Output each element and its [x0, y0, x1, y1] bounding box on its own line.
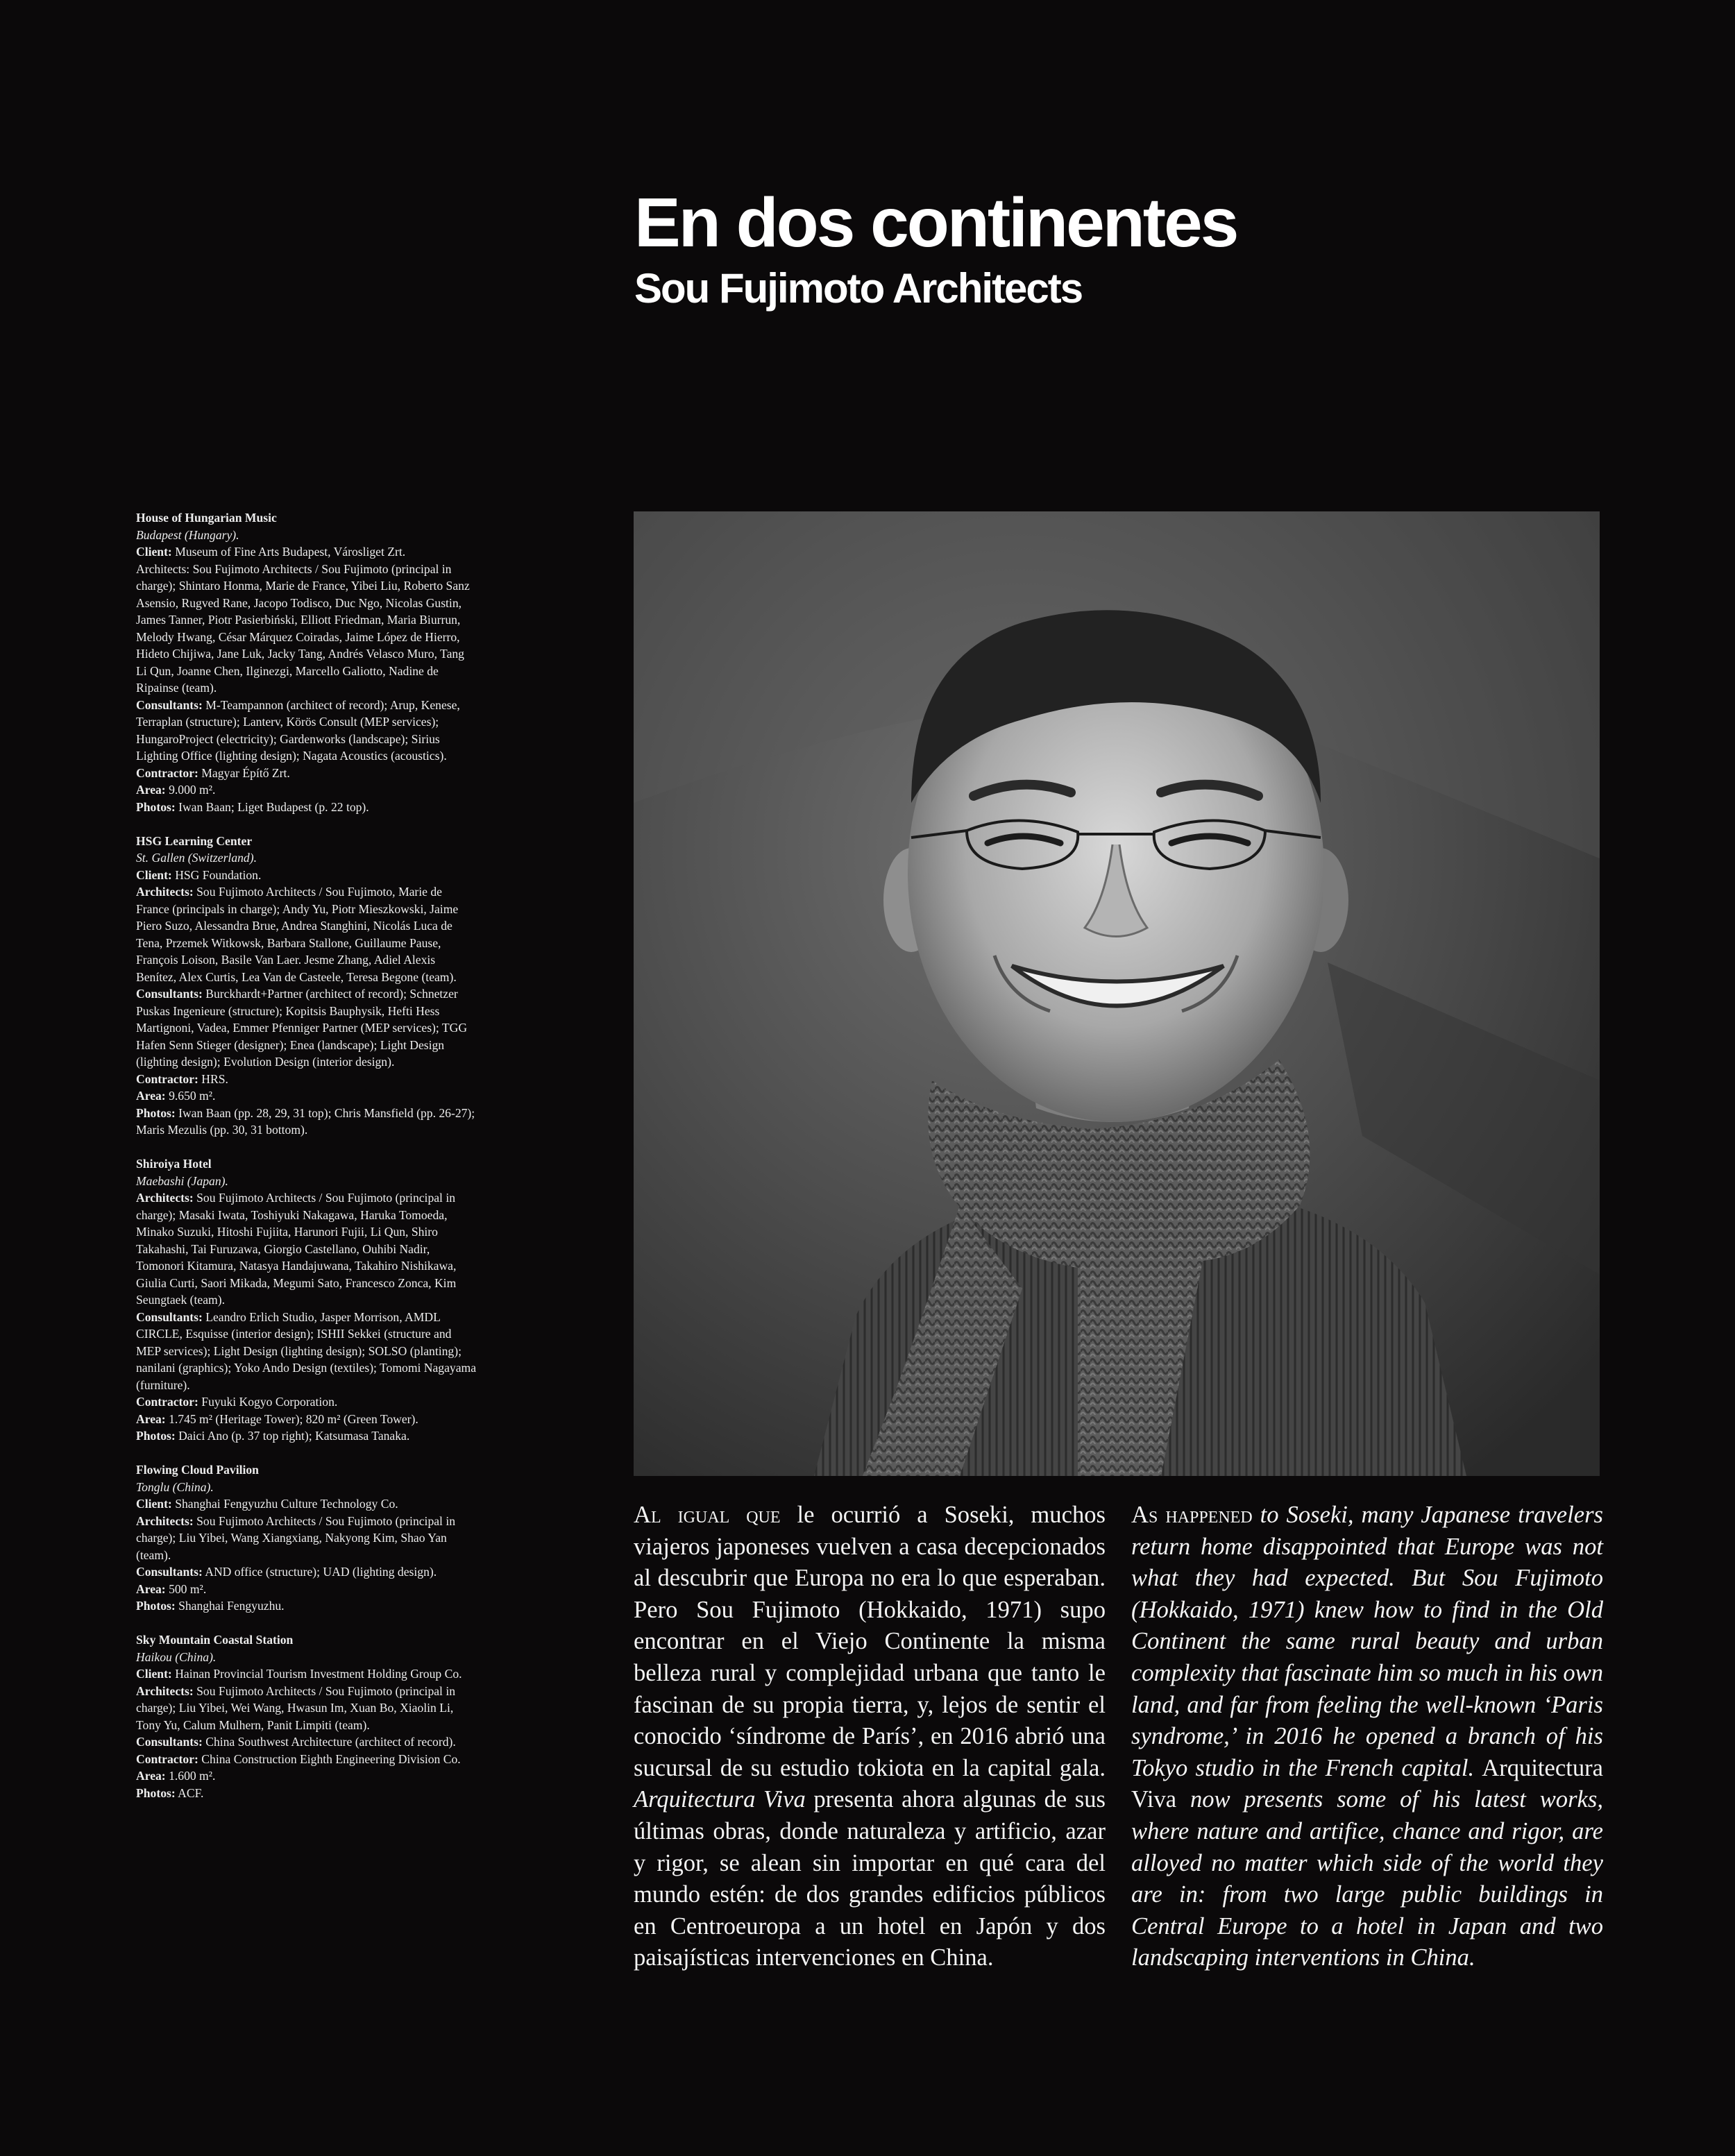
- body-en-part-2: now presents some of his latest works, where nature and artifice, chance and rigor, are alloyed no matter which side of the world they are in: from two large public buildings in Central Europe to a hotel in Japan and two landscaping interventions in China.: [1131, 1786, 1603, 1971]
- body-en-part-1: to Soseki, many Japanese travelers return home disappointed that Europe was not what they had expected. But Sou Fujimoto (Hokkaido, 1971) knew how to find in the Old Continent the same rural beauty and urban complexity that fascinate him so much in his own land, and far from feeling the well-known ‘Paris syndrome,’ in 2016 he opened a branch of his Tokyo studio in the French capital.: [1131, 1502, 1603, 1781]
- credit-line: [136, 561, 476, 697]
- credit-label: Consultants:: [136, 697, 203, 712]
- magazine-name-es: Arquitectura Viva: [634, 1786, 806, 1813]
- credit-project: [136, 509, 476, 815]
- credit-project-name: Sky Mountain Coastal Station: [136, 1633, 294, 1647]
- credit-line: [136, 867, 476, 884]
- page-title: En dos continentes: [634, 184, 1237, 262]
- credit-project-location: Haikou (China).: [136, 1649, 217, 1664]
- credit-value: Sou Fujimoto Architects / Sou Fujimoto (principal in charge); Liu Yibei, Wei Wang, Hwasun Im, Xuan Bo, Xiaolin Li, Tony Yu, Calum Mulhern, Panit Limpiti (team).: [136, 1683, 456, 1732]
- credit-label: Photos:: [136, 1105, 176, 1120]
- credit-value: Fuyuki Kogyo Corporation.: [198, 1395, 338, 1409]
- credit-line: [136, 1393, 476, 1411]
- credit-project-location: Maebashi (Japan).: [136, 1173, 228, 1188]
- credit-value: Sou Fujimoto Architects / Sou Fujimoto, Marie de France (principals in charge); Andy Yu, Piotr Mieszkowski, Jaime Piero Suzo, Alessandra Brue, Andrea Stanghini, Nicolás Luca de Tena, Przemek Witkowsk, Barbara Stallone, Guillaume Pause, François Loison, Basile Van Laer. Jesme Zhang, Adiel Alexis Benítez, Alex Curtis, Lea Van de Casteele, Teresa Begone (team).: [136, 885, 459, 984]
- credit-label: Contractor:: [136, 765, 198, 780]
- architect-portrait-photo: [634, 511, 1600, 1476]
- lead-words-es: Al igual que: [634, 1502, 781, 1528]
- credit-label: Consultants:: [136, 1309, 203, 1324]
- credit-line: [136, 1513, 476, 1564]
- credit-project-location: Budapest (Hungary).: [136, 527, 239, 542]
- credit-line: [136, 1087, 476, 1105]
- credit-label: Client:: [136, 545, 172, 559]
- body-es-part-2: presenta ahora algunas de sus últimas obras, donde naturaleza y artificio, azar y rigor, se alean sin importar en qué cara del mundo estén: de dos grandes edificios públicos en Centroeuropa a un hotel en Japón y dos paisajísticas intervenciones en China.: [634, 1786, 1106, 1971]
- credit-line: [136, 1309, 476, 1394]
- credit-line: [136, 1427, 476, 1445]
- credit-label: Photos:: [136, 1599, 176, 1613]
- credit-value: M-Teampannon (architect of record); Arup, Kenese, Terraplan (structure); Lanterv, Körös Consult (MEP services); HungaroProject (electricity); Gardenworks (landscape); Sirius Lighting Office (lighting design); Nagata Acoustics (acoustics).: [136, 697, 460, 763]
- credit-label: Client:: [136, 1497, 172, 1511]
- credit-line: [136, 1683, 476, 1734]
- credit-value: HRS.: [198, 1071, 228, 1086]
- credit-line: [136, 799, 476, 816]
- credit-label: Client:: [136, 867, 172, 882]
- credit-line: [136, 1411, 476, 1428]
- credit-value: Shanghai Fengyuzhu.: [175, 1599, 285, 1613]
- portrait-illustration: [634, 511, 1600, 1476]
- credit-label: Consultants:: [136, 987, 203, 1001]
- credit-line: [136, 1767, 476, 1785]
- credit-label: Contractor:: [136, 1395, 198, 1409]
- credit-project: [136, 1631, 476, 1801]
- lead-words-en: As happened: [1131, 1502, 1253, 1528]
- credit-line: [136, 1563, 476, 1581]
- credit-project-name: Flowing Cloud Pavilion: [136, 1463, 259, 1477]
- credit-line: [136, 1495, 476, 1513]
- credit-value: China Southwest Architecture (architect of record).: [202, 1735, 456, 1749]
- credit-line: [136, 1597, 476, 1615]
- credit-line: [136, 985, 476, 1071]
- credit-value: Sou Fujimoto Architects / Sou Fujimoto (principal in charge); Liu Yibei, Wang Xiangxiang, Nakyong Kim, Shao Yan (team).: [136, 1513, 456, 1562]
- credit-value: Burckhardt+Partner (architect of record); Schnetzer Puskas Ingenieure (structure); Kopitsis Bauphysik, Hefti Hess Martignoni, Vadea, Emmer Pfenniger Partner (MEP services); TGG Hafen Senn Stieger (designer); Enea (landscape); Light Design (lighting design); Evolution Design (interior design).: [136, 987, 468, 1069]
- credit-label: Area:: [136, 1411, 166, 1426]
- credit-project-name: House of Hungarian Music: [136, 511, 277, 525]
- credit-label: Photos:: [136, 1785, 176, 1800]
- credit-line: [136, 1751, 476, 1768]
- credit-project: [136, 833, 476, 1139]
- credit-label: Consultants:: [136, 1735, 203, 1749]
- credit-project-name: HSG Learning Center: [136, 833, 253, 848]
- body-es-part-1: le ocurrió a Soseki, muchos viajeros japoneses vuelven a casa decepcionados al descubrir que Europa no era lo que esperaban. Pero Sou Fujimoto (Hokkaido, 1971) supo encontrar en el Viejo Continente la misma belleza rural y complejidad urbana que tanto le fascinan de su propia tierra, y, lejos de sentir el conocido ‘síndrome de París’, en 2016 abrió una sucursal de su estudio tokiota en la capital gala.: [634, 1502, 1106, 1781]
- credit-value: Daici Ano (p. 37 top right); Katsumasa Tanaka.: [175, 1429, 410, 1443]
- credit-line: [136, 1105, 476, 1139]
- credit-label: Area:: [136, 783, 166, 797]
- credit-label: Photos:: [136, 799, 176, 814]
- credit-label: Area:: [136, 1089, 166, 1103]
- credit-value: Museum of Fine Arts Budapest, Városliget Zrt.: [171, 545, 406, 559]
- credit-line: [136, 1665, 476, 1683]
- title-block: [634, 182, 1606, 314]
- credit-label: Photos:: [136, 1429, 176, 1443]
- credit-value: 1.745 m² (Heritage Tower); 820 m² (Green Tower).: [165, 1411, 418, 1426]
- credit-label: Architects:: [136, 1191, 194, 1205]
- credit-value: 9.650 m².: [165, 1089, 216, 1103]
- credit-label: Architects:: [136, 1513, 194, 1528]
- credit-line: [136, 1733, 476, 1751]
- credit-value: Iwan Baan; Liget Budapest (p. 22 top).: [175, 799, 369, 814]
- credit-line: [136, 543, 476, 561]
- credit-project-name: Shiroiya Hotel: [136, 1157, 212, 1171]
- credit-project-location: St. Gallen (Switzerland).: [136, 851, 257, 865]
- credit-value: 9.000 m².: [165, 783, 216, 797]
- credit-project: [136, 1155, 476, 1445]
- credit-label: Architects:: [136, 1683, 194, 1698]
- credit-value: Sou Fujimoto Architects / Sou Fujimoto (principal in charge); Masaki Iwata, Toshiyuki Nakagawa, Haruka Tomoeda, Minako Suzuki, Hitoshi Fujiita, Harunori Fujii, Li Qun, Shiro Takahashi, Tai Furuzawa, Giorgio Castellano, Ouhibi Nadir, Tomonori Kitamura, Natasya Handajuwana, Takahiro Nishikawa, Giulia Curti, Saori Mikada, Megumi Sato, Francesco Zonca, Kim Seungtaek (team).: [136, 1191, 457, 1307]
- page-subtitle: Sou Fujimoto Architects: [634, 265, 1083, 312]
- project-credits: [136, 509, 476, 1819]
- credit-value: Shanghai Fengyuzhu Culture Technology Co.: [171, 1497, 398, 1511]
- body-text-spanish: [634, 1500, 1106, 1974]
- credit-value: AND office (structure); UAD (lighting design).: [202, 1565, 437, 1579]
- credit-line: [136, 1581, 476, 1598]
- credit-line: [136, 697, 476, 765]
- credit-label: Architects:: [136, 885, 194, 899]
- magazine-name-en: Arquitectura Viva: [1131, 1754, 1603, 1813]
- credit-value: Leandro Erlich Studio, Jasper Morrison, AMDL CIRCLE, Esquisse (interior design); ISHII Sekkei (structure and MEP services); Light Design (lighting design); SOLSO (planting); nanilani (graphics); Yoko Ando Design (textiles); Tomomi Nagayama (furniture).: [136, 1309, 477, 1392]
- credit-label: Area:: [136, 1581, 166, 1596]
- credit-line: [136, 883, 476, 985]
- credit-line: [136, 781, 476, 799]
- credit-line: [136, 1785, 476, 1802]
- credit-value: HSG Foundation.: [171, 867, 262, 882]
- credit-label: Contractor:: [136, 1751, 198, 1766]
- credit-project: [136, 1461, 476, 1615]
- credit-line: [136, 765, 476, 782]
- credit-label: Client:: [136, 1667, 172, 1681]
- credit-value: ACF.: [175, 1785, 204, 1800]
- credit-label: Area:: [136, 1769, 166, 1783]
- credit-label: Contractor:: [136, 1071, 198, 1086]
- credit-value: Hainan Provincial Tourism Investment Holding Group Co.: [171, 1667, 462, 1681]
- credit-line: [136, 1189, 476, 1309]
- credit-line: [136, 1071, 476, 1088]
- credit-value: Magyar Építő Zrt.: [198, 765, 290, 780]
- credit-value: Architects: Sou Fujimoto Architects / Sou Fujimoto (principal in charge); Shintaro Honma, Marie de France, Yibei Liu, Roberto Sanz Asensio, Rugved Rane, Jacopo Todisco, Duc Ngo, Nicolas Gustin, James Tanner, Piotr Pasierbiński, Elliott Friedman, Maria Biurrun, Melody Hwang, César Márquez Coiradas, Jaime López de Hierro, Hideto Chijiwa, Jane Luk, Jacky Tang, Andrés Velasco Muro, Tang Li Qun, Joanne Chen, Ilginezgi, Marcello Galiotto, Nadine de Ripainse (team).: [136, 561, 470, 695]
- credit-value: 1.600 m².: [165, 1769, 216, 1783]
- credit-label: Consultants:: [136, 1565, 203, 1579]
- body-text-english: [1131, 1500, 1603, 1974]
- credit-value: Iwan Baan (pp. 28, 29, 31 top); Chris Mansfield (pp. 26-27); Maris Mezulis (pp. 30, 31 bottom).: [136, 1105, 475, 1137]
- credit-value: 500 m².: [165, 1581, 207, 1596]
- credit-value: China Construction Eighth Engineering Division Co.: [198, 1751, 461, 1766]
- credit-project-location: Tonglu (China).: [136, 1479, 214, 1494]
